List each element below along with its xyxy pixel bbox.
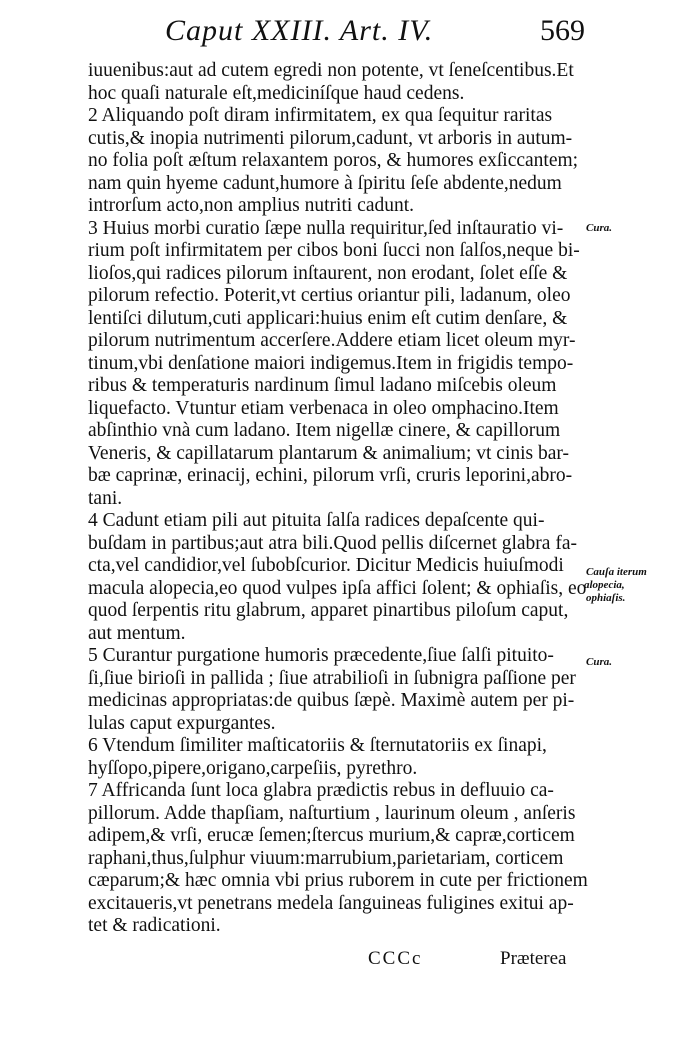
text-line: lioſos,qui radices pilorum inſtaurent, non erodant, ſolet eſſe & (88, 262, 568, 284)
text-line: 7 Affricanda ſunt loca glabra prædictis rebus in defluuio ca- (88, 780, 554, 801)
text-line: lulas caput expurgantes. (88, 712, 276, 734)
text-line: 6 Vtendum ſimiliter maſticatoriis & ſternutatoriis ex ſinapi, (88, 735, 547, 756)
text-line: 2 Aliquando poſt diram infirmitatem, ex qua ſequitur raritas (88, 105, 553, 126)
text-line: pilorum nutrimentum accerſere.Addere etiam licet oleum myr- (88, 330, 576, 351)
text-line: hyſſopo,pipere,origano,carpeſiis, pyrethro. (88, 757, 418, 779)
page-number: 569 (540, 14, 585, 47)
text-line: nam quin hyeme cadunt,humore à ſpiritu ſeſe abdente,nedum (88, 172, 562, 194)
text-line: 3 Huius morbi curatio ſæpe nulla requiritur,ſed inſtauratio vi- (88, 217, 564, 239)
page-header (0, 14, 700, 54)
text-line: cta,vel candidior,vel ſubobſcurior. Dicitur Medicis huiuſmodi (88, 555, 564, 576)
text-line: excitaueris,vt penetrans medela ſanguineas fuligines exitui ap- (88, 892, 574, 914)
body-text (88, 60, 588, 938)
text-line: aut mentum. (88, 622, 186, 644)
text-line: pilorum refectio. Poterit,vt certius oriantur pili, ladanum, oleo (88, 285, 571, 306)
text-line: rium poſt infirmitatem per cibos boni ſucci non ſalſos,neque bi- (88, 240, 580, 261)
text-line: introrſum acto,non amplius nutriti cadunt. (88, 195, 415, 216)
text-line: 5 Curantur purgatione humoris præcedente,ſiue ſalſi pituito- (88, 645, 554, 666)
text-line: quod ſerpentis ritu glabrum, apparet pinartibus piloſum caput, (88, 600, 569, 621)
page-footer (0, 948, 700, 978)
text-line: buſdam in partibus;aut atra bili.Quod pellis diſcernet glabra fa- (88, 532, 577, 554)
text-line: cutis,& inopia nutrimenti pilorum,cadunt, vt arboris in autum- (88, 127, 573, 149)
text-line: liquefacto. Vtuntur etiam verbenaca in oleo omphacino.Item (88, 397, 559, 419)
margin-note-cura: Cura. (586, 656, 612, 668)
text-line: hoc quaſi naturale eſt,mediciníſque haud cedens. (88, 82, 465, 104)
margin-note-alopecia: alopecia, (584, 579, 625, 591)
running-head: Caput XXIII. Art. IV. (165, 14, 434, 47)
text-line: Veneris, & capillatarum plantarum & animalium; vt cinis bar- (88, 442, 570, 464)
text-line: adipem,& vrſi, erucæ ſemen;ſtercus murium,& capræ,corticem (88, 825, 575, 846)
margin-note-causa-iterum: Cauſa iterum (586, 566, 647, 578)
text-line: iuuenibus:aut ad cutem egredi non potente, vt ſeneſcentibus.Et (88, 60, 574, 81)
catchword: Præterea (500, 948, 567, 969)
margin-note-ophiasis: ophiaſis. (586, 592, 626, 604)
text-line: lentiſci dilutum,cuti applicari:huius enim eſt cutim denſare, & (88, 307, 568, 329)
text-line: abſinthio vnà cum ladano. Item nigellæ cinere, & capillorum (88, 420, 561, 441)
text-line: no folia poſt æſtum relaxantem poros, & humores exſiccantem; (88, 150, 579, 171)
text-line: medicinas appropriatas:de quibus ſæpè. Maximè autem per pi- (88, 690, 575, 711)
text-line: ribus & temperaturis nardinum ſimul ladano miſcebis oleum (88, 375, 557, 396)
text-line: ſi,ſiue birioſi in pallida ; ſiue atrabilioſi in ſubnigra paſſione per (88, 667, 576, 689)
text-line: macula alopecia,eo quod vulpes ipſa affici ſolent; & ophiaſis, eo (88, 577, 587, 599)
margin-note-cura: Cura. (586, 222, 612, 234)
signature-mark: CCCc (368, 948, 423, 969)
text-line: cæparum;& hæc omnia vbi prius ruborem in cute per frictionem (88, 870, 588, 891)
text-line: tet & radicationi. (88, 915, 221, 936)
text-line: bæ caprinæ, erinacij, echini, pilorum vrſi, cruris leporini,abro- (88, 465, 573, 486)
text-line: pillorum. Adde thapſiam, naſturtium , laurinum oleum , anſeris (88, 802, 576, 824)
text-line: raphani,thus,ſulphur viuum:marrubium,parietariam, corticem (88, 847, 564, 869)
text-line: 4 Cadunt etiam pili aut pituita ſalſa radices depaſcente qui- (88, 510, 545, 531)
text-line: tani. (88, 487, 123, 509)
text-line: tinum,vbi denſatione maiori indigemus.Item in frigidis tempo- (88, 352, 574, 374)
